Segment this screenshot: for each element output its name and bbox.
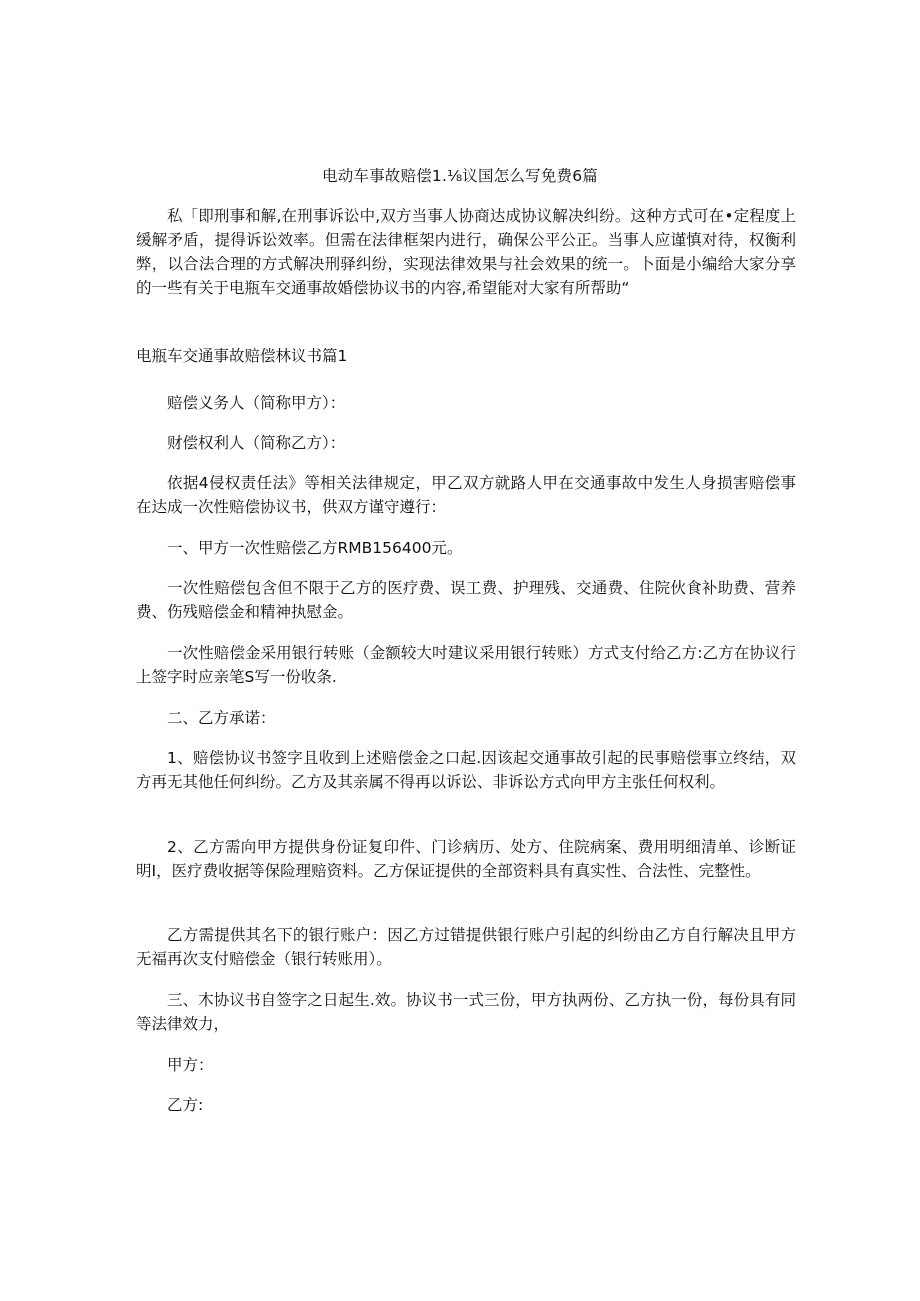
- document-title: 电动车事故赔偿1.⅛议国怎么写免费6篇: [322, 167, 598, 185]
- compensation-scope-paragraph: 一次性赔偿包含但不限于乙方的医疗费、误工费、护理残、交通费、住院伙食补助费、营养费、伤残赔偿金和精神执慰金。: [136, 579, 796, 621]
- party-a-signature-line: 甲方：: [167, 1056, 214, 1074]
- payment-method-paragraph: 一次性赔偿金采用银行转账（金额较大吋建议采用银行转账）方式支付给乙方:乙方在协议行上签字时应亲笔S写一份收条.: [136, 644, 796, 686]
- bank-account-paragraph: 乙方需提供其名下的银行账户：因乙方过错提供银行账户引起的纠纷由乙方自行解决且甲方无福再次支付赔偿金（银行转账用）。: [136, 926, 796, 968]
- promise-item-1: 1、赔偿协议书签字且收到上述赔偿金之口起.因该起交通事故引起的民事赔偿事立终结，双方再无其他任何纠纷。乙方及其亲属不得再以诉讼、非诉讼方式向甲方主张任何权利。: [136, 749, 796, 791]
- promise-item-2: 2、乙方需向甲方提供身份证复印件、门诊病历、处方、住院病案、费用明细清单、诊断证明I，医疗费收据等保险理赔资料。乙方保证提供的全部资料具有真实性、合法性、完整性。: [136, 838, 796, 880]
- obligor-line: 赔偿义务人（简称甲方）：: [167, 394, 346, 412]
- clause-one: 一、甲方一次性赔偿乙方RMB156400元。: [167, 539, 463, 557]
- clause-two: 二、乙方承诺：: [167, 709, 276, 727]
- legal-basis-paragraph: 依据4侵权责任法》等相关法律规定，甲乙双方就路人甲在交通事故中发生人身损害赔偿事在达成一次性赔偿协议书，供双方谨守遵行：: [136, 474, 796, 516]
- party-b-signature-line: 乙方:: [167, 1096, 204, 1114]
- section-heading: 电瓶车交通事故赔偿林议书篇1: [136, 347, 348, 365]
- obligee-line: 财偿权利人（简称乙方）：: [167, 434, 346, 452]
- intro-paragraph: 私「即刑事和解,在刑事诉讼中,双方当事人协商达成协议解决纠纷。这种方式可在•定程度上缓解矛盾，提得诉讼效率。但需在法律框架内进行，确保公平公正。当事人应谨慎对待，权衡利弊，以合法合理的方式解决刑驿纠纷，实现法律效果与社会效果的统一。卜面是小编给大家分享的一些有关于电瓶车交通事故婚偿协议书的内容,希望能对大家有所帮助“: [136, 207, 796, 297]
- clause-three: 三、木协议书自签字之日起生.效。协议书一式三份，甲方执两份、乙方执一份，每份具有同等法律效力，: [136, 991, 796, 1033]
